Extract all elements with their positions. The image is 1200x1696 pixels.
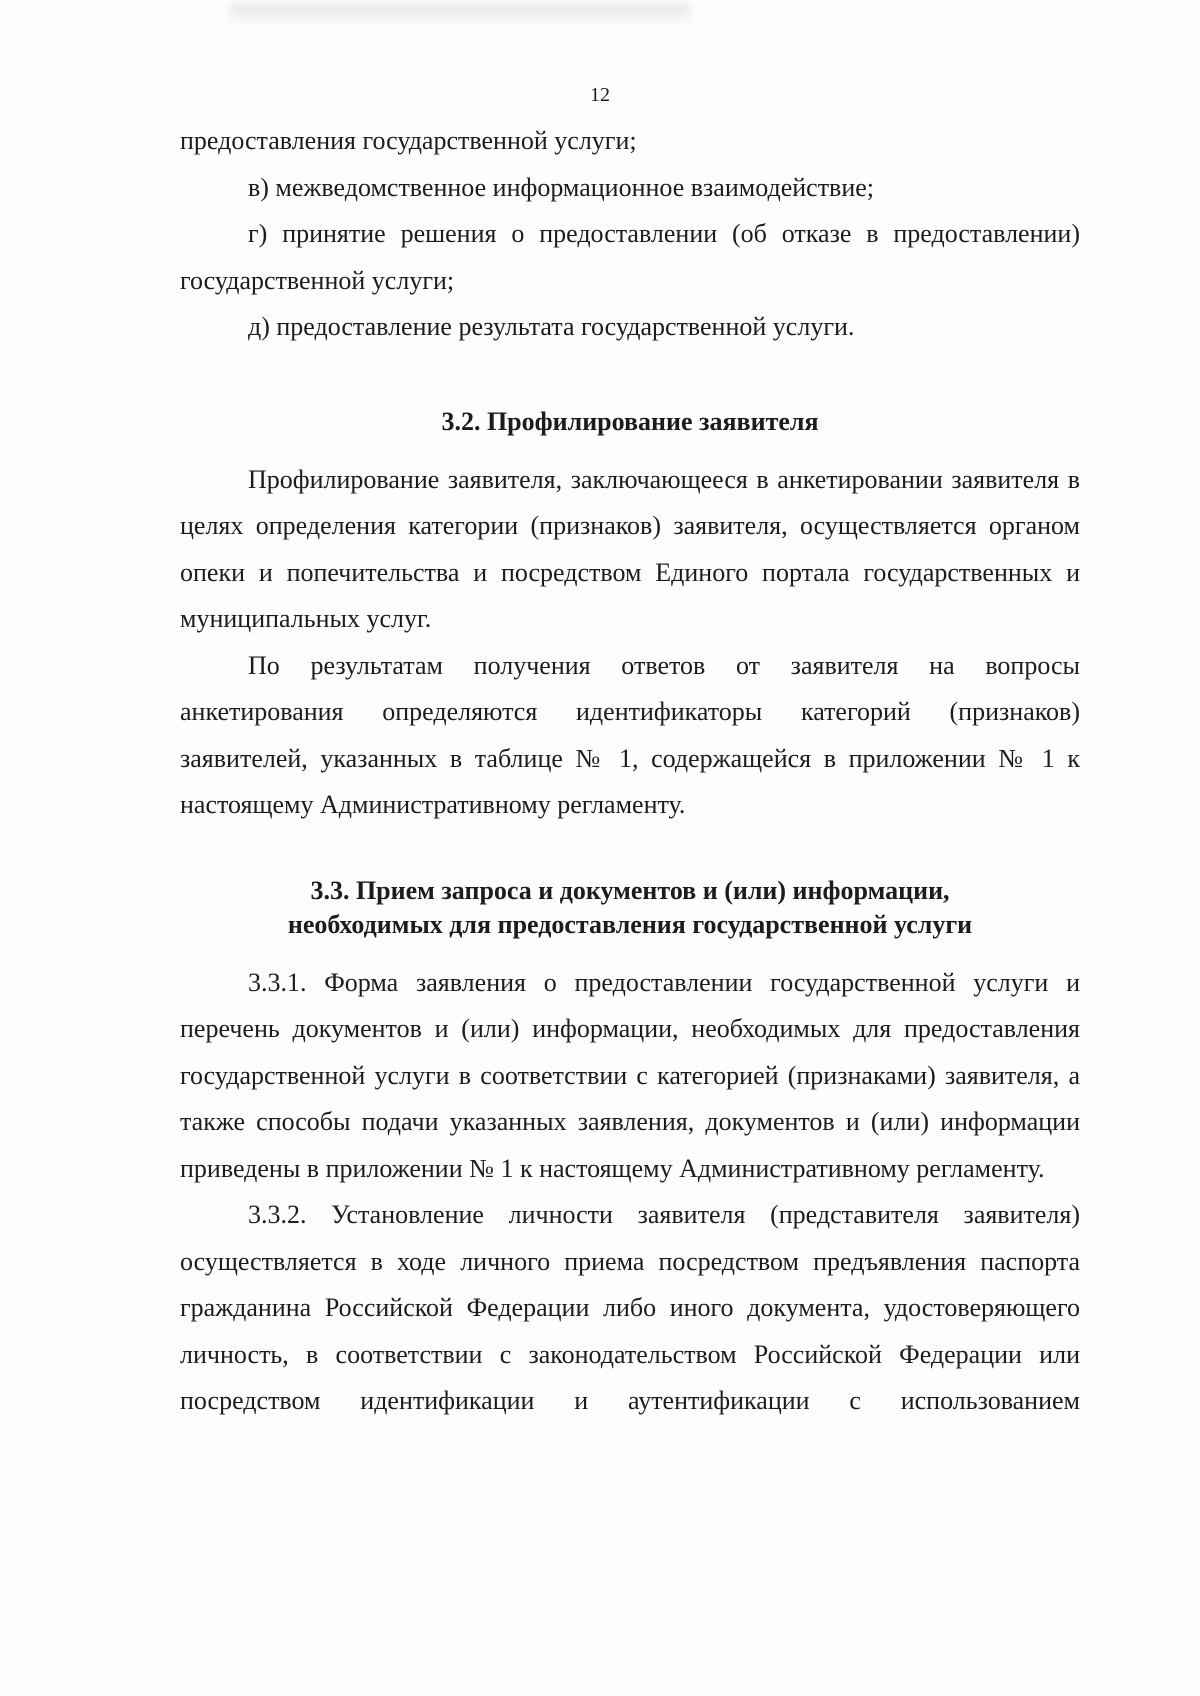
list-item-g: г) принятие решения о предоставлении (об отказе в предоставлении) государственной услуги; (180, 219, 1080, 295)
continuation-line: предоставления государственной услуги; (180, 126, 637, 155)
section-heading-3-2: 3.2. Профилирование заявителя (441, 406, 819, 436)
paragraph-3-3-2: 3.3.2. Установление личности заявителя (представителя заявителя) осуществляется в ходе личного приема посредством предъявления паспорта гражданина Российской Федерации либо иного документа, удостоверяющего личность, в соответствии с законодательством Российской Федерации или посредством идентификации и аутентификации с использованием (180, 1200, 1080, 1415)
paragraph-3-2-results: По результатам получения ответов от заявителя на вопросы анкетирования определяются идентификаторы категорий (признаков) заявителей, указанных в таблице № 1, содержащейся в приложении № 1 к настоящему Административному регламенту. (180, 650, 1080, 819)
section-heading-3-3-line2: необходимых для предоставления государственной услуги (287, 909, 973, 939)
section-spacer (180, 439, 1080, 457)
list-item-v: в) межведомственное информационное взаимодействие; (248, 172, 875, 202)
section-spacer (180, 942, 1080, 960)
section-spacer (180, 829, 1080, 874)
section-heading-3-3-line1: 3.3. Прием запроса и документов и (или) информации, (310, 875, 950, 905)
paragraph-3-3-1: 3.3.1. Форма заявления о предоставлении государственной услуги и перечень документов и (или) информации, необходимых для предоставления государственной услуги в соответствии с категорией (признаками) заявителя, а также способы подачи указанных заявления, документов и (или) информации приведены в приложении № 1 к настоящему Административному регламенту. (180, 967, 1080, 1183)
section-spacer (180, 351, 1080, 405)
scan-bleed-artifact (230, 4, 690, 26)
page-number: 12 (590, 84, 610, 106)
paragraph-3-2-profiling: Профилирование заявителя, заключающееся в анкетировании заявителя в целях определения категории (признаков) заявителя, осуществляется органом опеки и попечительства и посредством Единого портала государственных и муниципальных услуг. (180, 464, 1080, 633)
page-body (180, 118, 1080, 1425)
section-heading-3-3 (180, 874, 1080, 942)
list-item-d: д) предоставление результата государственной услуги. (248, 312, 855, 341)
